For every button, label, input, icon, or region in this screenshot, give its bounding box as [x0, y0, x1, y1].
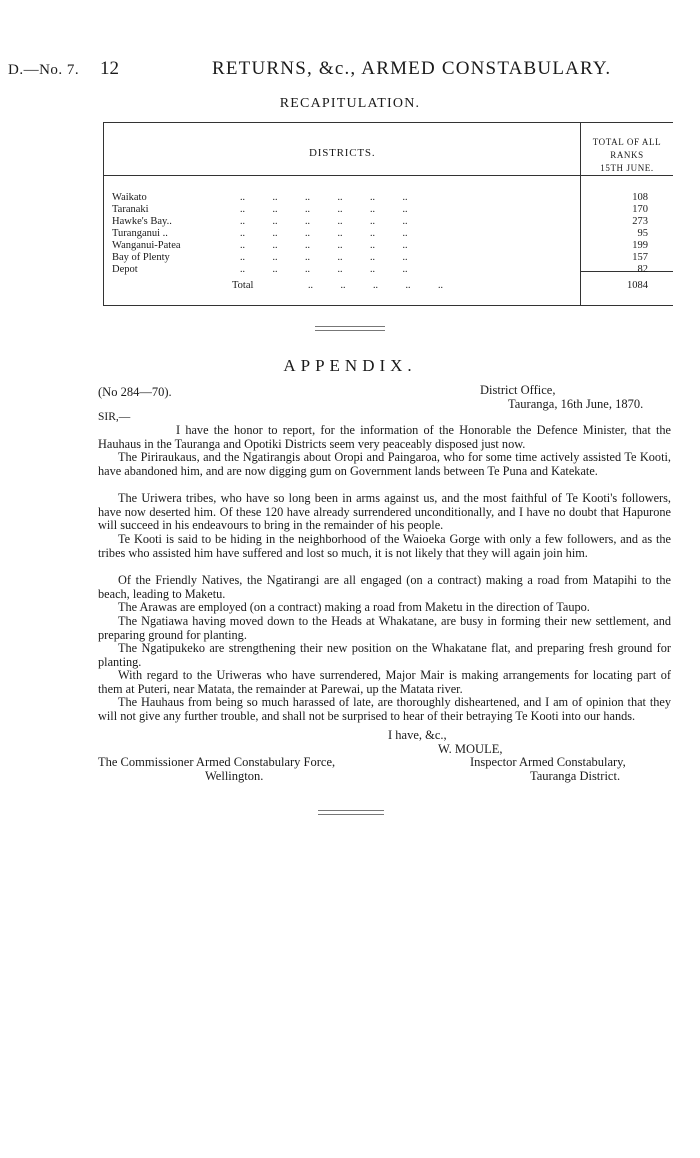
total-header-line-3: 15TH JUNE. — [600, 163, 654, 173]
signer-name: W. MOULE, — [438, 742, 503, 756]
page-number: 12 — [100, 58, 119, 79]
total-label: Total — [232, 280, 254, 291]
letter-reference: (No 284—70). — [98, 385, 172, 399]
district-name: Bay of Plenty — [112, 252, 170, 263]
addressee-line-2: Wellington. — [205, 769, 264, 783]
separator-rule — [318, 810, 384, 811]
district-name: Waikato — [112, 192, 147, 203]
separator-rule — [318, 814, 384, 815]
paragraph: I have the honor to report, for the information of the Honorable the Defence Minister, that the Hauhaus in the Tauranga and Opotiki Districts seem very peaceably disposed just now. — [98, 423, 671, 451]
signer-district: Tauranga District. — [530, 769, 621, 783]
district-total: 273 — [632, 216, 648, 227]
leader-dots: .. .. .. .. .. .. — [240, 204, 408, 215]
leader-dots: .. .. .. .. .. — [308, 280, 443, 291]
leader-dots: .. .. .. .. .. .. — [240, 228, 408, 239]
district-total: 108 — [632, 192, 648, 203]
separator-rule — [315, 326, 385, 327]
district-name: Depot — [112, 264, 138, 275]
districts-column-header: DISTRICTS. — [309, 147, 376, 159]
separator-rule — [315, 330, 385, 331]
table-left-border — [103, 123, 104, 305]
district-name: Wanganui-Patea — [112, 240, 181, 251]
paragraph: The Arawas are employed (on a contract) making a road from Maketu in the direction of Taupo. — [118, 600, 590, 614]
paragraph: With regard to the Uriweras who have surrendered, Major Mair is making arrangements for locating part of them at Puteri, near Matata, the remainder at Parewai, up the Matata river. — [98, 668, 671, 696]
district-total: 199 — [632, 240, 648, 251]
district-name: Taranaki — [112, 204, 149, 215]
leader-dots: .. .. .. .. .. .. — [240, 216, 408, 227]
total-header-line-2: RANKS — [610, 150, 644, 160]
total-column-header — [581, 136, 673, 175]
letter-place-date: Tauranga, 16th June, 1870. — [508, 397, 644, 411]
district-total: 95 — [637, 228, 648, 239]
paragraph: The Ngatiawa having moved down to the Heads at Whakatane, are busy in forming their new settlement, and preparing ground for planting. — [98, 614, 671, 642]
recapitulation-heading: RECAPITULATION. — [279, 96, 421, 111]
paragraph: Of the Friendly Natives, the Ngatirangi are all engaged (on a contract) making a road from Matapihi to the beach, leading to Maketu. — [98, 573, 671, 601]
paragraph: Te Kooti is said to be hiding in the neighborhood of the Waioeka Gorge with only a few followers, and as the tribes who assisted him have suffered and lost so much, it is not likely that they will again join him. — [98, 532, 671, 560]
leader-dots: .. .. .. .. .. .. — [240, 240, 408, 251]
letter-closing: I have, &c., — [388, 728, 447, 742]
paragraph: The Ngatipukeko are strengthening their new position on the Whakatane flat, and preparing fresh ground for planting. — [98, 641, 671, 669]
district-name: Hawke's Bay.. — [112, 216, 172, 227]
table-header-rule — [103, 175, 673, 176]
appendix-heading: APPENDIX. — [283, 356, 417, 375]
paragraph: The Uriwera tribes, who have so long been in arms against us, and the most faithful of Te Kooti's followers, have now deserted him. Of these 120 have already surrendered unconditionally, and I have no doubt that Hapurone will succeed in his endeavours to bring in the remainder of his people. — [98, 491, 671, 533]
page-title: RETURNS, &c., ARMED CONSTABULARY. — [212, 58, 612, 79]
leader-dots: .. .. .. .. .. .. — [240, 252, 408, 263]
district-name: Turanganui .. — [112, 228, 168, 239]
document-reference: D.—No. 7. — [8, 62, 80, 78]
district-total: 82 — [637, 264, 648, 275]
paragraph: The Piriraukaus, and the Ngatirangis about Oropi and Paingaroa, who for some time actively assisted Te Kooti, have abandoned him, and are now digging gum on Government lands between Te Puna and Katekate. — [98, 450, 671, 478]
leader-dots: .. .. .. .. .. .. — [240, 264, 408, 275]
salutation: SIR,— — [98, 411, 131, 423]
grand-total: 1084 — [627, 280, 648, 291]
addressee-line-1: The Commissioner Armed Constabulary Force, — [98, 755, 336, 769]
district-total: 170 — [632, 204, 648, 215]
leader-dots: .. .. .. .. .. .. — [240, 192, 408, 203]
paragraph: The Hauhaus from being so much harassed of late, are thoroughly disheartened, and I am of opinion that they will not give any further trouble, and shall not be surprised to hear of their betraying Te Kooti into our hands. — [98, 695, 671, 723]
total-header-line-1: TOTAL OF ALL — [592, 137, 662, 147]
letter-office: District Office, — [480, 383, 556, 397]
signer-title: Inspector Armed Constabulary, — [470, 755, 626, 769]
district-total: 157 — [632, 252, 648, 263]
